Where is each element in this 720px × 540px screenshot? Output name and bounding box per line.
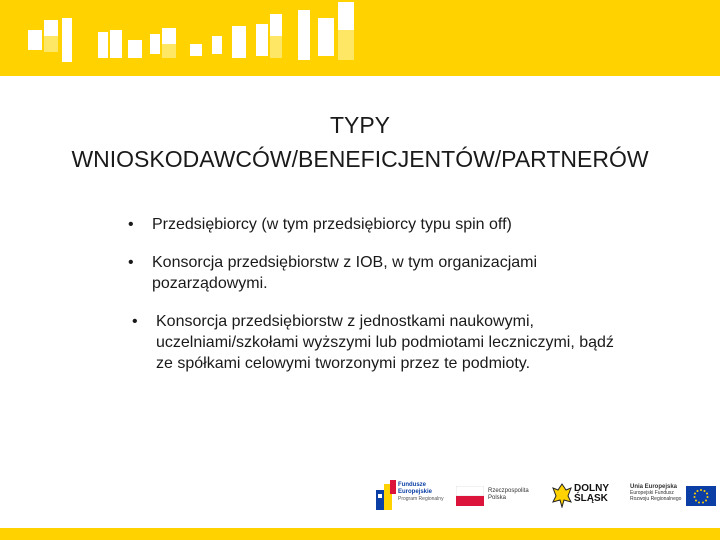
- fundusze-europejskie-text: Fundusze Europejskie Program Regionalny: [398, 482, 444, 502]
- rzeczpospolita-polska-logo: [456, 474, 540, 518]
- dolny-slask-text: DOLNY ŚLĄSK: [574, 483, 609, 504]
- fundusze-europejskie-icon: [376, 480, 398, 510]
- footer-band: [0, 528, 720, 540]
- slide-title: [0, 108, 720, 176]
- list-item: [132, 311, 632, 374]
- list-item: [128, 252, 628, 294]
- list-item-text: Konsorcja przedsiębiorstw z jednostkami naukowymi, uczelniami/szkołami wyższymi lub podmiotami leczniczymi, bądź ze spółkami celowymi tworzonymi przez te podmioty.: [156, 313, 614, 372]
- polish-flag-icon: [456, 486, 484, 506]
- bullet-marker: •: [128, 254, 134, 271]
- header-pattern-graphic: [0, 0, 720, 76]
- footer-logos: [0, 474, 720, 520]
- slide-title-line-2: WNIOSKODAWCÓW/BENEFICJENTÓW/PARTNERÓW: [71, 146, 649, 172]
- list-item-text: Przedsiębiorcy (w tym przedsiębiorcy typu spin off): [152, 216, 512, 233]
- bullet-marker: •: [132, 313, 138, 330]
- dolny-slask-logo: [552, 474, 616, 518]
- slide-title-line-1: TYPY: [329, 112, 391, 138]
- unia-europejska-logo: [630, 474, 716, 518]
- rzeczpospolita-polska-text: Rzeczpospolita Polska: [488, 488, 529, 501]
- fundusze-europejskie-logo: [376, 474, 446, 518]
- bullet-marker: •: [128, 216, 134, 233]
- list-item: [128, 214, 628, 235]
- bullet-list: [128, 214, 628, 374]
- unia-europejska-text: Unia Europejska Europejski Fundusz Rozwoju Regionalnego: [630, 484, 682, 502]
- eu-flag-icon: [686, 486, 716, 506]
- list-item-text: Konsorcja przedsiębiorstw z IOB, w tym organizacjami pozarządowymi.: [152, 254, 538, 292]
- header-band: [0, 0, 720, 76]
- dolny-slask-eagle-icon: [552, 482, 572, 508]
